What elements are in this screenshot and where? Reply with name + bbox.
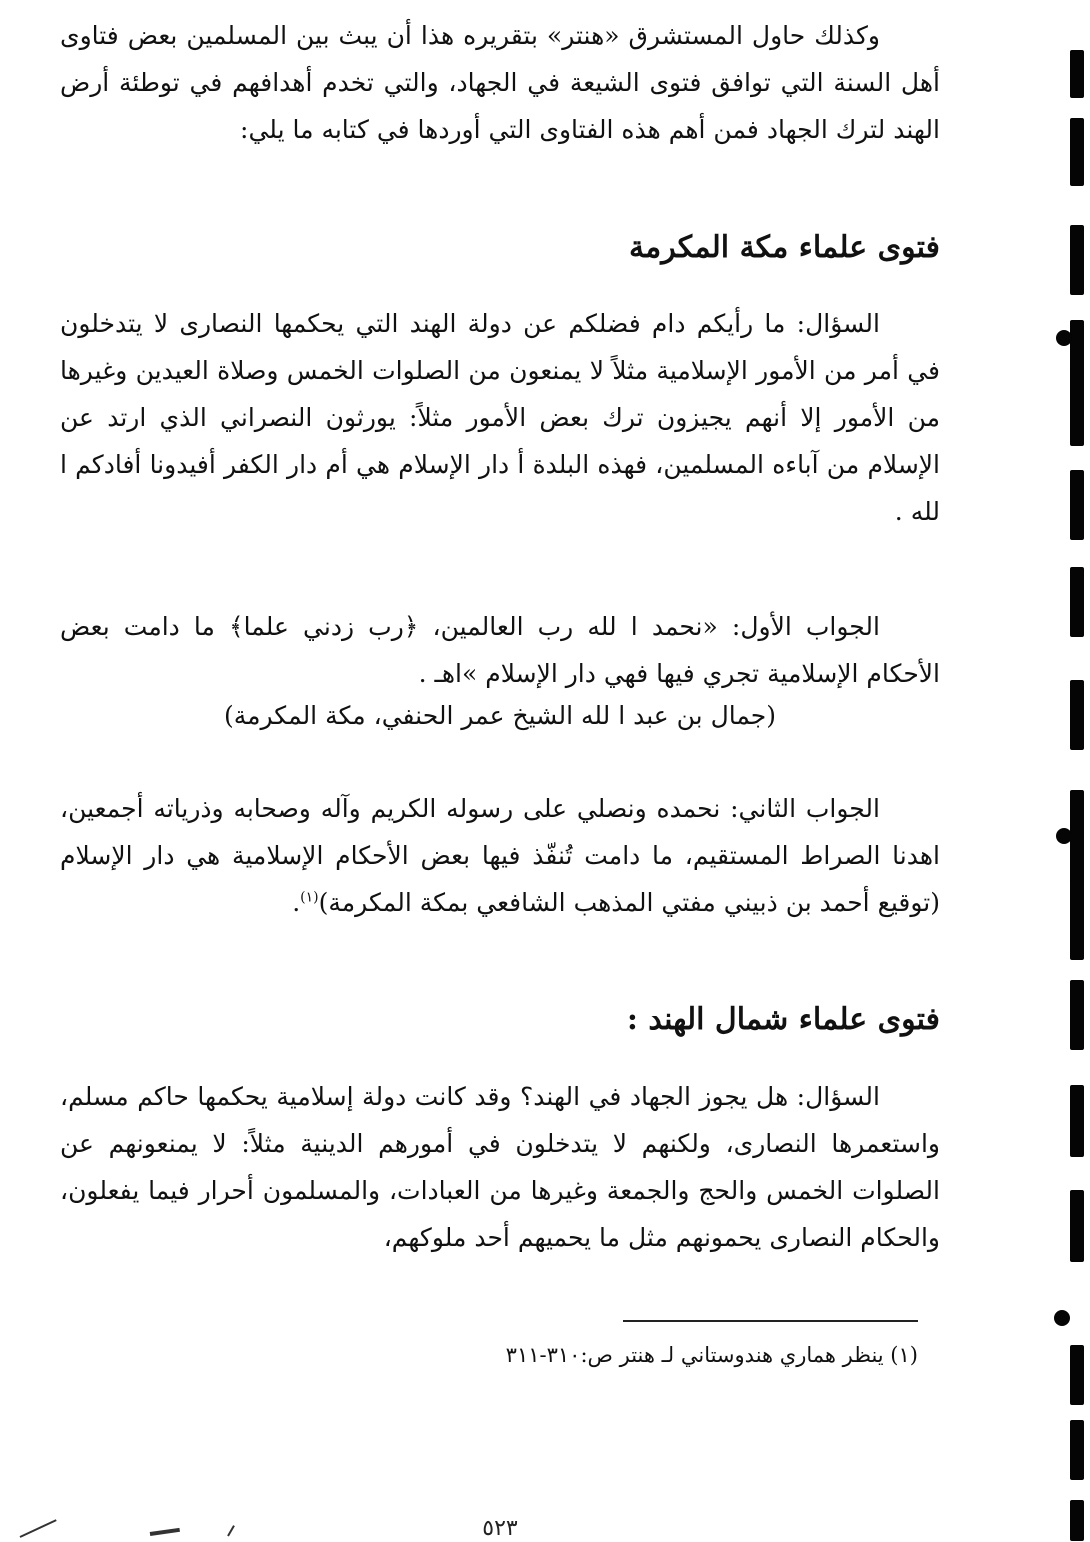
binding-mark xyxy=(1070,1190,1084,1262)
binding-mark xyxy=(1070,368,1084,446)
book-page xyxy=(60,0,940,1541)
question-paragraph-north-india: السؤال: هل يجوز الجهاد في الهند؟ وقد كانت دولة إسلامية يحكمها حاكم مسلم، واستعمرها النصارى، ولكنهم لا يتدخلون في أمورهم الدينية مثلاً: لا يمنعونهم عن الصلوات الخمس والحج والجمعة وغيرها من العبادات، والمسلمون أحرار فيما يفعلون، والحكام النصارى يحمونهم مثل ما يحميهم أحد ملوكهم، xyxy=(60,1082,940,1252)
first-answer-signature: (جمال بن عبد ا لله الشيخ عمر الحنفي، مكة المكرمة) xyxy=(223,701,777,730)
binding-mark xyxy=(1070,1500,1084,1541)
binding-mark xyxy=(1070,880,1084,960)
footnote: (١) ينظر هماري هندوستاني لـ هنتر ص:٣١٠-٣١١ xyxy=(505,1343,918,1367)
binding-mark xyxy=(1070,50,1084,98)
binding-mark xyxy=(1070,1420,1084,1480)
footnote-reference: (١) xyxy=(300,889,319,906)
binding-mark xyxy=(1070,680,1084,750)
section-heading-makkah: فتوى علماء مكة المكرمة xyxy=(629,230,940,265)
scan-artifact xyxy=(20,1519,57,1538)
second-answer-text: الجواب الثاني: نحمده ونصلي على رسوله الكريم وآله وصحابه وذرياته أجمعين، اهدنا الصراط المستقيم، ما دامت تُنفّذ فيها بعض الأحكام الإسلامية هي دار الإسلام (توقيع أحمد بن ذبيني مفتي المذهب الشافعي بمكة المكرمة) xyxy=(60,794,940,917)
second-answer-paragraph xyxy=(60,785,940,926)
binding-mark xyxy=(1070,118,1084,186)
binding-mark xyxy=(1070,567,1084,637)
binding-hole xyxy=(1056,330,1072,346)
footnote-separator xyxy=(623,1320,918,1322)
intro-paragraph: وكذلك حاول المستشرق «هنتر» بتقريره هذا أن يبث بين المسلمين بعض فتاوى أهل السنة التي توافق فتوى الشيعة في الجهاد، والتي تخدم أهدافهم في توطئة أرض الهند لترك الجهاد فمن أهم هذه الفتاوى التي أوردها في كتابه ما يلي: xyxy=(60,21,940,144)
binding-mark xyxy=(1070,470,1084,540)
second-answer-end: . xyxy=(292,888,301,917)
section-heading-north-india: فتوى علماء شمال الهند : xyxy=(626,1002,940,1037)
first-answer-paragraph: الجواب الأول: «نحمد ا لله رب العالمين، ﴿رب زدني علما﴾ ما دامت بعض الأحكام الإسلامية تجري فيها فهي دار الإسلام »اهـ . xyxy=(60,612,940,688)
binding-mark xyxy=(1070,1085,1084,1157)
binding-mark xyxy=(1070,1345,1084,1405)
binding-mark xyxy=(1070,980,1084,1050)
binding-hole xyxy=(1054,1310,1070,1326)
binding-edge-marks xyxy=(1060,0,1090,1541)
binding-mark xyxy=(1070,225,1084,295)
question-paragraph-makkah: السؤال: ما رأيكم دام فضلكم عن دولة الهند التي يحكمها النصارى لا يتدخلون في أمر من الأمور الإسلامية مثلاً لا يمنعون من الصلوات الخمس وصلاة العيدين وغيرها من الأمور إلا أنهم يجيزون ترك بعض الأمور مثلاً: يورثون النصراني الذي ارتد عن الإسلام من آباءه المسلمين، فهذه البلدة أ دار الإسلام هي أم دار الكفر أفيدونا أفادكم ا لله . xyxy=(60,309,940,526)
page-number: ٥٢٣ xyxy=(482,1516,518,1541)
